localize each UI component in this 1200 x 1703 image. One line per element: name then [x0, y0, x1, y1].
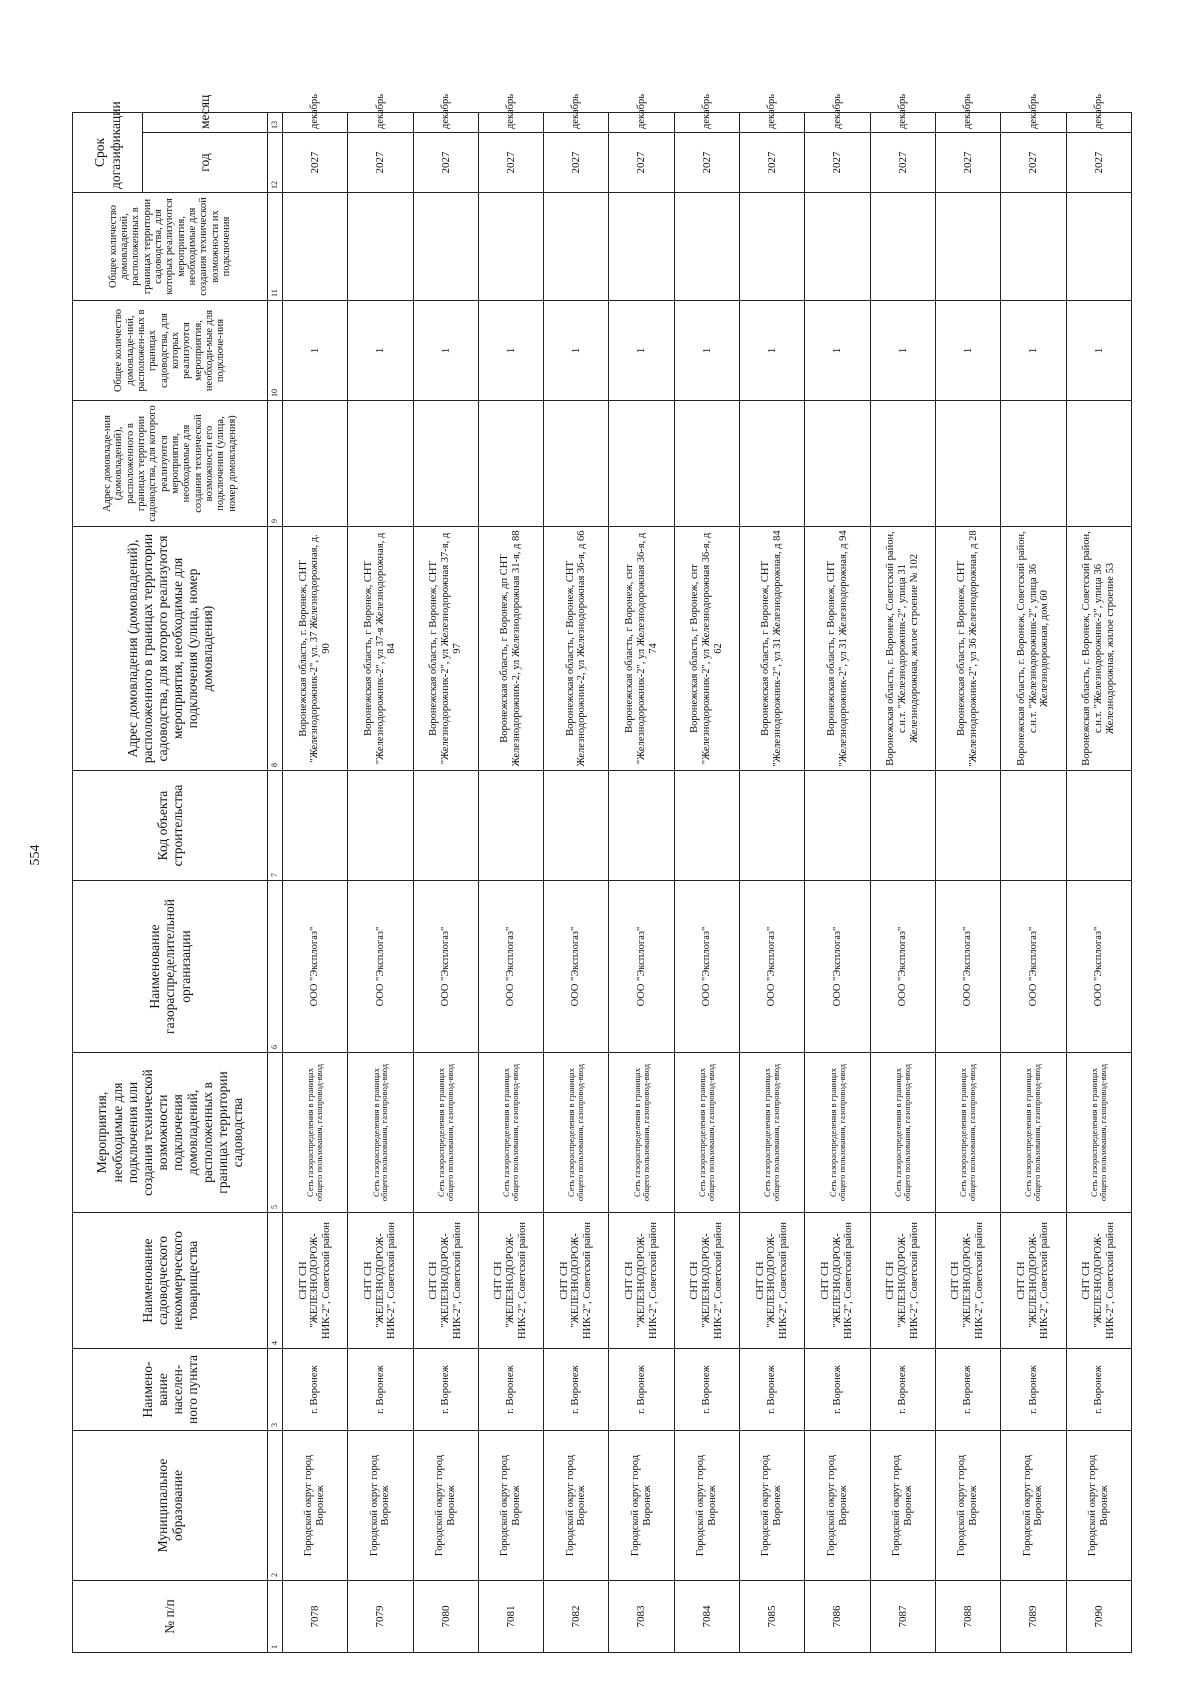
cell-gas-organization: ООО "Эксплогаз" — [1001, 881, 1066, 1053]
cell-row-number: 7078 — [283, 1581, 348, 1653]
cell-month: декабрь — [740, 112, 805, 132]
cell-row-number: 7090 — [1066, 1581, 1131, 1653]
header-month: месяц — [143, 112, 268, 132]
cell-gas-organization: ООО "Эксплогаз" — [1066, 881, 1131, 1053]
cell-object-code — [544, 771, 609, 881]
cell-connection-address: Воронежская область, г Воронеж, снт "Железнодорожник-2", ул Железнодорожная 36-я, д 74 — [609, 527, 674, 771]
cell-connection-address: Воронежская область, г. Воронеж, СНТ "Железнодорожник-2", ул. 37 Железнодорожная, д. 90 — [283, 527, 348, 771]
column-number: 3 — [268, 1349, 283, 1431]
header-year: год — [143, 133, 268, 193]
cell-settlement: г. Воронеж — [348, 1349, 413, 1431]
cell-snt-name: СНТ СН "ЖЕЛЕЗНОДОРОЖ-НИК-2", Советский район — [935, 1213, 1000, 1349]
cell-municipality: Городской округ город Воронеж — [478, 1431, 543, 1581]
cell-measures: Сеть газораспределения в границах общего пользования, газопровод-ввод — [609, 1053, 674, 1213]
column-number: 10 — [268, 301, 283, 401]
cell-tech-count — [674, 193, 739, 301]
header-snt-name: Наименование садоводческого некоммерческого товарищества — [73, 1213, 268, 1349]
cell-row-number: 7080 — [413, 1581, 478, 1653]
cell-settlement: г. Воронеж — [478, 1349, 543, 1431]
header-settlement: Наимено-вание населен-ного пункта — [73, 1349, 268, 1431]
cell-connection-count: 1 — [283, 301, 348, 401]
table-row — [544, 112, 609, 1652]
cell-municipality: Городской округ город Воронеж — [413, 1431, 478, 1581]
cell-year: 2027 — [609, 133, 674, 193]
cell-year: 2027 — [740, 133, 805, 193]
cell-measures: Сеть газораспределения в границах общего пользования, газопровод-ввод — [1066, 1053, 1131, 1213]
cell-measures: Сеть газораспределения в границах общего пользования, газопровод-ввод — [935, 1053, 1000, 1213]
gasification-table — [72, 94, 1132, 1653]
cell-snt-name: СНТ СН "ЖЕЛЕЗНОДОРОЖ-НИК-2", Советский район — [805, 1213, 870, 1349]
cell-object-code — [348, 771, 413, 881]
cell-tech-count — [1001, 193, 1066, 301]
cell-year: 2027 — [283, 133, 348, 193]
page-number: 554 — [28, 844, 43, 866]
cell-connection-count: 1 — [609, 301, 674, 401]
cell-snt-name: СНТ СН "ЖЕЛЕЗНОДОРОЖ-НИК-2", Советский район — [1001, 1213, 1066, 1349]
cell-settlement: г. Воронеж — [935, 1349, 1000, 1431]
cell-connection-address: Воронежская область, г Воронеж, снт "Железнодорожник-2", ул Железнодорожная 36-я, д 62 — [674, 527, 739, 771]
cell-connection-count: 1 — [1001, 301, 1066, 401]
cell-year: 2027 — [348, 133, 413, 193]
cell-connection-address: Воронежская область, г Воронеж, СНТ "Железнодорожник-2", ул 37-я Железнодорожная, д 84 — [348, 527, 413, 771]
cell-municipality: Городской округ город Воронеж — [283, 1431, 348, 1581]
table-row — [1001, 112, 1066, 1652]
cell-tech-address — [674, 401, 739, 527]
cell-row-number: 7083 — [609, 1581, 674, 1653]
cell-settlement: г. Воронеж — [674, 1349, 739, 1431]
cell-object-code — [478, 771, 543, 881]
cell-object-code — [1001, 771, 1066, 881]
cell-municipality: Городской округ город Воронеж — [870, 1431, 935, 1581]
table-row — [870, 112, 935, 1652]
cell-municipality: Городской округ город Воронеж — [348, 1431, 413, 1581]
cell-month: декабрь — [348, 112, 413, 132]
cell-measures: Сеть газораспределения в границах общего пользования, газопровод-ввод — [1001, 1053, 1066, 1213]
cell-tech-count — [609, 193, 674, 301]
column-number: 11 — [268, 193, 283, 301]
cell-settlement: г. Воронеж — [870, 1349, 935, 1431]
cell-connection-count: 1 — [1066, 301, 1131, 401]
cell-gas-organization: ООО "Эксплогаз" — [544, 881, 609, 1053]
column-number: 8 — [268, 527, 283, 771]
column-number: 6 — [268, 881, 283, 1053]
cell-month: декабрь — [1066, 112, 1131, 132]
header-tech-count: Общее количество домовладений, расположенных в границах территории садоводства, для которых реализуются мероприятия, необходимые для создания технической возможности их подключения — [73, 193, 268, 301]
cell-connection-count: 1 — [544, 301, 609, 401]
cell-snt-name: СНТ СН "ЖЕЛЕЗНОДОРОЖ-НИК-2", Советский район — [870, 1213, 935, 1349]
column-number: 4 — [268, 1213, 283, 1349]
cell-gas-organization: ООО "Эксплогаз" — [283, 881, 348, 1053]
cell-connection-address: Воронежская область, г. Воронеж, Советский район, с.н.т. "Железнодорожник-2", улица 31 Железнодорожная, жилое строение № 102 — [870, 527, 935, 771]
cell-year: 2027 — [1066, 133, 1131, 193]
cell-row-number: 7082 — [544, 1581, 609, 1653]
cell-tech-address — [609, 401, 674, 527]
cell-municipality: Городской округ город Воронеж — [740, 1431, 805, 1581]
cell-year: 2027 — [1001, 133, 1066, 193]
table-row — [1066, 112, 1131, 1652]
table-row — [609, 112, 674, 1652]
column-number-row — [268, 112, 283, 1652]
header-object-code: Код объекта строительства — [73, 771, 268, 881]
cell-connection-address: Воронежская область, г Воронеж, СНТ "Железнодорожник-2", ул 36 Железнодорожная, д 28 — [935, 527, 1000, 771]
cell-connection-count: 1 — [870, 301, 935, 401]
cell-tech-count — [413, 193, 478, 301]
header-connection-address: Адрес домовладения (домовладений), расположенного в границах территории садоводства, для которого реализуются мероприятия, необходимые для подключения (улица, номер домовладения) — [73, 527, 268, 771]
cell-year: 2027 — [935, 133, 1000, 193]
table-row — [348, 112, 413, 1652]
cell-gas-organization: ООО "Эксплогаз" — [609, 881, 674, 1053]
cell-settlement: г. Воронеж — [544, 1349, 609, 1431]
cell-tech-address — [935, 401, 1000, 527]
cell-tech-address — [348, 401, 413, 527]
cell-snt-name: СНТ СН "ЖЕЛЕЗНОДОРОЖ-НИК-2", Советский район — [348, 1213, 413, 1349]
cell-municipality: Городской округ город Воронеж — [1001, 1431, 1066, 1581]
cell-tech-address — [413, 401, 478, 527]
cell-gas-organization: ООО "Эксплогаз" — [674, 881, 739, 1053]
cell-tech-count — [870, 193, 935, 301]
cell-measures: Сеть газораспределения в границах общего пользования, газопровод-ввод — [348, 1053, 413, 1213]
table-row — [740, 112, 805, 1652]
cell-municipality: Городской округ город Воронеж — [544, 1431, 609, 1581]
header-connection-count: Общее количество домовладе-ний, расположен-ных в границах садоводства, для которых реализуются мероприятия, необходи-мые для подключе-ния — [73, 301, 268, 401]
cell-connection-count: 1 — [674, 301, 739, 401]
cell-settlement: г. Воронеж — [609, 1349, 674, 1431]
cell-row-number: 7084 — [674, 1581, 739, 1653]
cell-row-number: 7079 — [348, 1581, 413, 1653]
cell-month: декабрь — [1001, 112, 1066, 132]
cell-tech-count — [283, 193, 348, 301]
header-index: № п/п — [73, 1581, 268, 1653]
cell-tech-address — [805, 401, 870, 527]
cell-gas-organization: ООО "Эксплогаз" — [935, 881, 1000, 1053]
cell-month: декабрь — [413, 112, 478, 132]
cell-connection-address: Воронежская область, г Воронеж, СНТ Железнодорожник-2, ул Железнодорожная 36-я, д 66 — [544, 527, 609, 771]
cell-object-code — [283, 771, 348, 881]
cell-measures: Сеть газораспределения в границах общего пользования, газопровод-ввод — [805, 1053, 870, 1213]
cell-connection-address: Воронежская область, г. Воронеж, Советский район, с.н.т. "Железнодорожник-2", улица 36 Железнодорожная, жилое строение 53 — [1066, 527, 1131, 771]
header-deadline: Срок догазификации — [73, 112, 143, 192]
cell-object-code — [609, 771, 674, 881]
cell-row-number: 7081 — [478, 1581, 543, 1653]
cell-municipality: Городской округ город Воронеж — [935, 1431, 1000, 1581]
table-row — [805, 112, 870, 1652]
cell-year: 2027 — [413, 133, 478, 193]
cell-month: декабрь — [283, 112, 348, 132]
cell-settlement: г. Воронеж — [740, 1349, 805, 1431]
cell-municipality: Городской округ город Воронеж — [609, 1431, 674, 1581]
cell-object-code — [740, 771, 805, 881]
cell-settlement: г. Воронеж — [283, 1349, 348, 1431]
cell-object-code — [413, 771, 478, 881]
cell-object-code — [674, 771, 739, 881]
cell-connection-address: Воронежская область, г Воронеж, СНТ "Железнодорожник-2", ул Железнодорожная 37-я, д 97 — [413, 527, 478, 771]
cell-year: 2027 — [870, 133, 935, 193]
table-row — [674, 112, 739, 1652]
cell-object-code — [935, 771, 1000, 881]
rotated-table-wrapper — [72, 94, 1132, 1653]
cell-row-number: 7089 — [1001, 1581, 1066, 1653]
cell-month: декабрь — [870, 112, 935, 132]
cell-tech-address — [544, 401, 609, 527]
column-number: 2 — [268, 1431, 283, 1581]
cell-connection-count: 1 — [935, 301, 1000, 401]
cell-tech-count — [348, 193, 413, 301]
cell-measures: Сеть газораспределения в границах общего пользования, газопровод-ввод — [870, 1053, 935, 1213]
cell-settlement: г. Воронеж — [1001, 1349, 1066, 1431]
cell-settlement: г. Воронеж — [1066, 1349, 1131, 1431]
cell-connection-address: Воронежская область, г Воронеж, СНТ "Железнодорожник-2", ул 31 Железнодорожная, д 84 — [740, 527, 805, 771]
cell-connection-count: 1 — [805, 301, 870, 401]
cell-connection-address: Воронежская область, г Воронеж, СНТ "Железнодорожник-2", ул 31 Железнодорожная, д 94 — [805, 527, 870, 771]
cell-measures: Сеть газораспределения в границах общего пользования, газопровод-ввод — [478, 1053, 543, 1213]
cell-connection-address: Воронежская область, г Воронеж, дп СНТ Железнодорожник-2, ул Железнодорожная 31-я, д 88 — [478, 527, 543, 771]
cell-month: декабрь — [478, 112, 543, 132]
cell-connection-count: 1 — [348, 301, 413, 401]
cell-tech-count — [1066, 193, 1131, 301]
cell-tech-address — [740, 401, 805, 527]
header-tech-address: Адрес домовладе-ния (домовладений), расположенного в границах территории садоводства, для которого реализуются мероприятия, необходимые для создания технической возможности его подключения (улица, номер домовладения) — [73, 401, 268, 527]
cell-object-code — [1066, 771, 1131, 881]
table-row — [935, 112, 1000, 1652]
cell-gas-organization: ООО "Эксплогаз" — [870, 881, 935, 1053]
cell-month: декабрь — [935, 112, 1000, 132]
cell-snt-name: СНТ СН "ЖЕЛЕЗНОДОРОЖ-НИК-2", Советский район — [740, 1213, 805, 1349]
cell-municipality: Городской округ город Воронеж — [674, 1431, 739, 1581]
cell-year: 2027 — [805, 133, 870, 193]
cell-gas-organization: ООО "Эксплогаз" — [413, 881, 478, 1053]
cell-row-number: 7086 — [805, 1581, 870, 1653]
cell-tech-count — [935, 193, 1000, 301]
cell-year: 2027 — [674, 133, 739, 193]
cell-measures: Сеть газораспределения в границах общего пользования, газопровод-ввод — [674, 1053, 739, 1213]
cell-measures: Сеть газораспределения в границах общего пользования, газопровод-ввод — [283, 1053, 348, 1213]
table-row — [413, 112, 478, 1652]
cell-object-code — [870, 771, 935, 881]
cell-gas-organization: ООО "Эксплогаз" — [348, 881, 413, 1053]
cell-snt-name: СНТ СН "ЖЕЛЕЗНОДОРОЖ-НИК-2", Советский район — [283, 1213, 348, 1349]
cell-gas-organization: ООО "Эксплогаз" — [805, 881, 870, 1053]
cell-snt-name: СНТ СН "ЖЕЛЕЗНОДОРОЖ-НИК-2", Советский район — [1066, 1213, 1131, 1349]
cell-tech-count — [740, 193, 805, 301]
cell-row-number: 7085 — [740, 1581, 805, 1653]
header-measures: Мероприятия, необходимые для подключения или создания технической возможности подключения домовладений, расположенных в границах территории садоводства — [73, 1053, 268, 1213]
cell-gas-organization: ООО "Эксплогаз" — [478, 881, 543, 1053]
cell-year: 2027 — [544, 133, 609, 193]
cell-snt-name: СНТ СН "ЖЕЛЕЗНОДОРОЖ-НИК-2", Советский район — [544, 1213, 609, 1349]
table-body — [283, 94, 1132, 1652]
cell-connection-address: Воронежская область, г. Воронеж, Советский район, с.н.т. "Железнодорожник-2", улица 36 Железнодорожная, дом 60 — [1001, 527, 1066, 771]
cell-tech-address — [478, 401, 543, 527]
column-number: 7 — [268, 771, 283, 881]
cell-snt-name: СНТ СН "ЖЕЛЕЗНОДОРОЖ-НИК-2", Советский район — [413, 1213, 478, 1349]
cell-month: декабрь — [805, 112, 870, 132]
column-number: 12 — [268, 133, 283, 193]
cell-measures: Сеть газораспределения в границах общего пользования, газопровод-ввод — [413, 1053, 478, 1213]
cell-tech-address — [1066, 401, 1131, 527]
cell-connection-count: 1 — [478, 301, 543, 401]
cell-municipality: Городской округ город Воронеж — [805, 1431, 870, 1581]
cell-year: 2027 — [478, 133, 543, 193]
cell-snt-name: СНТ СН "ЖЕЛЕЗНОДОРОЖ-НИК-2", Советский район — [674, 1213, 739, 1349]
cell-object-code — [805, 771, 870, 881]
cell-tech-address — [870, 401, 935, 527]
cell-month: декабрь — [544, 112, 609, 132]
column-number: 1 — [268, 1581, 283, 1653]
column-number: 13 — [268, 112, 283, 132]
column-number: 5 — [268, 1053, 283, 1213]
cell-tech-count — [544, 193, 609, 301]
cell-connection-count: 1 — [740, 301, 805, 401]
header-gas-organization: Наименование газораспределительной организации — [73, 881, 268, 1053]
cell-gas-organization: ООО "Эксплогаз" — [740, 881, 805, 1053]
cell-settlement: г. Воронеж — [413, 1349, 478, 1431]
table-header — [73, 94, 283, 1652]
cell-row-number: 7088 — [935, 1581, 1000, 1653]
table-row — [478, 112, 543, 1652]
cell-snt-name: СНТ СН "ЖЕЛЕЗНОДОРОЖ-НИК-2", Советский район — [609, 1213, 674, 1349]
cell-tech-count — [805, 193, 870, 301]
cell-tech-address — [1001, 401, 1066, 527]
cell-measures: Сеть газораспределения в границах общего пользования, газопровод-ввод — [544, 1053, 609, 1213]
cell-row-number: 7087 — [870, 1581, 935, 1653]
cell-month: декабрь — [609, 112, 674, 132]
cell-measures: Сеть газораспределения в границах общего пользования, газопровод-ввод — [740, 1053, 805, 1213]
cell-month: декабрь — [674, 112, 739, 132]
cell-settlement: г. Воронеж — [805, 1349, 870, 1431]
table-row — [283, 112, 348, 1652]
cell-municipality: Городской округ город Воронеж — [1066, 1431, 1131, 1581]
cell-tech-count — [478, 193, 543, 301]
cell-tech-address — [283, 401, 348, 527]
cell-snt-name: СНТ СН "ЖЕЛЕЗНОДОРОЖ-НИК-2", Советский район — [478, 1213, 543, 1349]
cell-connection-count: 1 — [413, 301, 478, 401]
header-municipality: Муниципальное образование — [73, 1431, 268, 1581]
column-number: 9 — [268, 401, 283, 527]
